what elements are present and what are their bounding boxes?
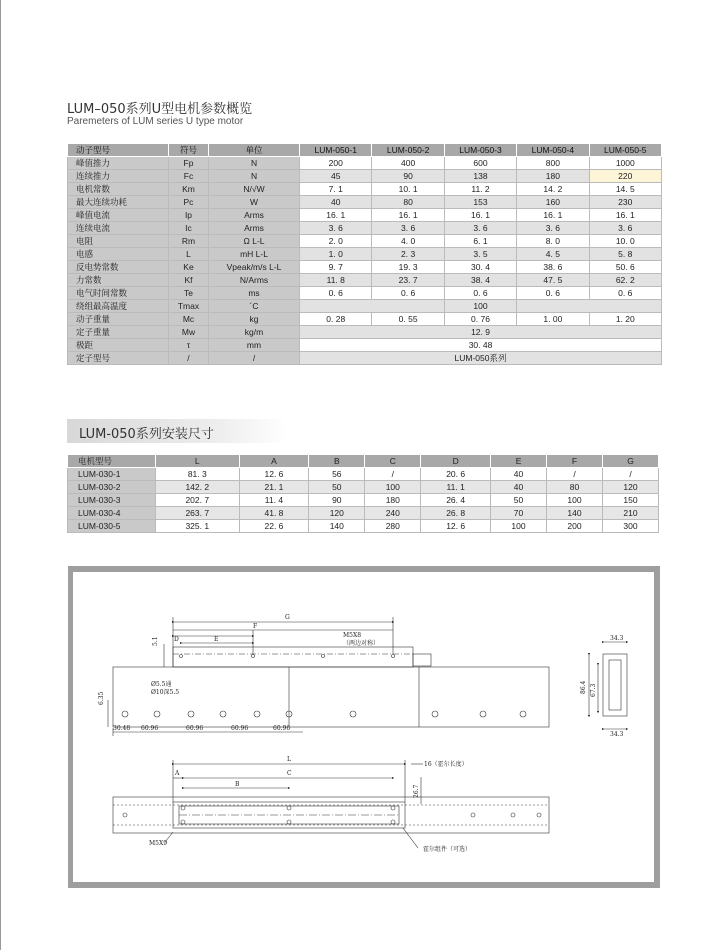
table-cell: C xyxy=(365,455,421,468)
table-cell: 16. 1 xyxy=(517,209,589,222)
table-cell: LUM-050-1 xyxy=(300,144,372,157)
table-cell: 电感 xyxy=(68,248,169,261)
table-cell: 120 xyxy=(603,481,659,494)
table-row xyxy=(68,352,662,365)
mover-outline-top xyxy=(173,647,413,667)
table-cell: Ic xyxy=(169,222,209,235)
table-cell: kg/m xyxy=(208,326,299,339)
table-cell: LUM-050-2 xyxy=(372,144,444,157)
table-cell: 41. 8 xyxy=(239,507,309,520)
table-cell: 14. 2 xyxy=(517,183,589,196)
table-cell: 280 xyxy=(365,520,421,533)
table-cell: Rm xyxy=(169,235,209,248)
table-cell: Ke xyxy=(169,261,209,274)
table-cell: 3. 6 xyxy=(517,222,589,235)
table-cell: 230 xyxy=(589,196,661,209)
table-row xyxy=(68,209,662,222)
table-row xyxy=(68,339,662,352)
table-cell: 140 xyxy=(309,520,365,533)
table-cell: 峰值推力 xyxy=(68,157,169,170)
table-cell: 62. 2 xyxy=(589,274,661,287)
top-view xyxy=(108,617,627,736)
table-cell: LUM-050-5 xyxy=(589,144,661,157)
table-cell: 5. 8 xyxy=(589,248,661,261)
table-cell: 动子重量 xyxy=(68,313,169,326)
table-cell: 50 xyxy=(309,481,365,494)
table-cell: Arms xyxy=(208,222,299,235)
table-cell: 142. 2 xyxy=(156,481,240,494)
label-m5x9: M5X9 xyxy=(149,840,168,847)
table-row xyxy=(68,261,662,274)
table-cell: mH L-L xyxy=(208,248,299,261)
table-cell: 0. 6 xyxy=(589,287,661,300)
table-cell: 峰值电流 xyxy=(68,209,169,222)
table-row xyxy=(68,494,659,507)
table-cell: B xyxy=(309,455,365,468)
table-cell: 电气时间常数 xyxy=(68,287,169,300)
table-cell: Km xyxy=(169,183,209,196)
label-dim-635: 6.35 xyxy=(98,691,105,705)
table-cell: 连续电流 xyxy=(68,222,169,235)
table-cell: F xyxy=(547,455,603,468)
table-row xyxy=(68,170,662,183)
table-cell: 140 xyxy=(547,507,603,520)
table-row xyxy=(68,157,662,170)
page-title: LUM–050系列U型电机参数概览 xyxy=(67,102,253,117)
table-cell: E xyxy=(491,455,547,468)
table-cell: 138 xyxy=(444,170,516,183)
table-cell: Pc xyxy=(169,196,209,209)
table-cell: Vpeak/m/s L-L xyxy=(208,261,299,274)
table-cell: 26. 8 xyxy=(421,507,491,520)
table-cell: 0. 28 xyxy=(300,313,372,326)
drawing-labels xyxy=(98,614,624,853)
table-cell-empty xyxy=(517,300,662,313)
cable-outlet xyxy=(413,654,431,666)
table-cell: 600 xyxy=(444,157,516,170)
table-row xyxy=(68,183,662,196)
table-cell: 11. 2 xyxy=(444,183,516,196)
label-a: A xyxy=(175,770,180,777)
table-cell: 4. 0 xyxy=(372,235,444,248)
table-cell: 0. 6 xyxy=(444,287,516,300)
table-cell: 45 xyxy=(300,170,372,183)
table-cell: 绕组最高温度 xyxy=(68,300,169,313)
table-cell: 40 xyxy=(300,196,372,209)
table-cell: 1. 20 xyxy=(589,313,661,326)
table-cell: 180 xyxy=(517,170,589,183)
table-cell: 12. 9 xyxy=(300,326,662,339)
table-cell: 0. 76 xyxy=(444,313,516,326)
label-c: C xyxy=(287,770,292,777)
label-dim-267: 26.7 xyxy=(413,784,420,798)
table-row xyxy=(68,507,659,520)
section-header-install-dimensions xyxy=(67,419,287,443)
table-cell: W xyxy=(208,196,299,209)
table-cell: N/√W xyxy=(208,183,299,196)
table-cell: 325. 1 xyxy=(156,520,240,533)
technical-drawing-frame xyxy=(68,566,660,888)
table-cell: 12. 6 xyxy=(239,468,309,481)
stator-outline-top xyxy=(113,667,549,727)
label-d: D xyxy=(174,636,179,643)
table-cell: 80 xyxy=(547,481,603,494)
label-dim-51: 5.1 xyxy=(152,636,159,646)
table-cell: 10. 0 xyxy=(589,235,661,248)
table-cell: 3. 6 xyxy=(300,222,372,235)
table-cell: 210 xyxy=(603,507,659,520)
table-cell: 200 xyxy=(547,520,603,533)
table-cell: Mc xyxy=(169,313,209,326)
table-cell: / xyxy=(169,352,209,365)
stator-outline-bottom xyxy=(113,797,549,833)
mover-hole xyxy=(180,655,183,658)
page-border-line xyxy=(0,0,1,950)
table-cell: 1. 0 xyxy=(300,248,372,261)
technical-drawing xyxy=(73,572,654,882)
table-header-row xyxy=(68,144,662,157)
table-cell: 11. 8 xyxy=(300,274,372,287)
table-cell: 23. 7 xyxy=(372,274,444,287)
table-cell: 16. 1 xyxy=(444,209,516,222)
table-cell: 3. 6 xyxy=(372,222,444,235)
table-cell: LUM-030-4 xyxy=(68,507,156,520)
table-cell: 9. 7 xyxy=(300,261,372,274)
label-hall-assembly: 霍尔组件（可选） xyxy=(423,846,472,853)
label-pitch-first: 30.48 xyxy=(113,725,131,732)
table-cell: 21. 1 xyxy=(239,481,309,494)
table-cell: 16. 1 xyxy=(372,209,444,222)
label-g: G xyxy=(285,614,290,621)
table-cell: τ xyxy=(169,339,209,352)
table-cell: 0. 6 xyxy=(300,287,372,300)
technical-drawing-area xyxy=(73,572,654,882)
table-cell: 40 xyxy=(491,468,547,481)
label-e: E xyxy=(214,636,219,643)
table-cell: 14. 5 xyxy=(589,183,661,196)
table-cell: Ω L-L xyxy=(208,235,299,248)
table-cell: 6. 1 xyxy=(444,235,516,248)
table-header-row xyxy=(68,455,659,468)
table-cell: N xyxy=(208,170,299,183)
table-cell: 70 xyxy=(491,507,547,520)
table-cell: 30. 4 xyxy=(444,261,516,274)
table-cell: 10. 1 xyxy=(372,183,444,196)
table-cell: 120 xyxy=(309,507,365,520)
table-cell: 20. 6 xyxy=(421,468,491,481)
table-cell: 16. 1 xyxy=(300,209,372,222)
table-cell: 150 xyxy=(603,494,659,507)
motor-parameter-table xyxy=(67,143,662,365)
table-cell: 180 xyxy=(365,494,421,507)
table-row xyxy=(68,326,662,339)
table-cell: 30. 48 xyxy=(300,339,662,352)
table-cell: 2. 0 xyxy=(300,235,372,248)
table-cell: 400 xyxy=(372,157,444,170)
table-cell: 800 xyxy=(517,157,589,170)
table-cell: 1000 xyxy=(589,157,661,170)
table-cell: 力常数 xyxy=(68,274,169,287)
table-cell: LUM-050-3 xyxy=(444,144,516,157)
table-cell: 200 xyxy=(300,157,372,170)
table-cell-empty xyxy=(300,300,445,313)
table-cell: 153 xyxy=(444,196,516,209)
table-cell: 定子重量 xyxy=(68,326,169,339)
table-cell: 11. 4 xyxy=(239,494,309,507)
label-hole-through: Ø5.5通 xyxy=(151,681,172,688)
table-row xyxy=(68,274,662,287)
table-cell: 2. 3 xyxy=(372,248,444,261)
table-row xyxy=(68,287,662,300)
table-cell: 单位 xyxy=(208,144,299,157)
table-cell: 极距 xyxy=(68,339,169,352)
table-cell: 电机型号 xyxy=(68,455,156,468)
table-cell: 1. 00 xyxy=(517,313,589,326)
label-hall-length: 16（霍尔长度） xyxy=(424,761,468,768)
table-cell: / xyxy=(208,352,299,365)
table-cell: N xyxy=(208,157,299,170)
table-cell: 4. 5 xyxy=(517,248,589,261)
table-row xyxy=(68,235,662,248)
table-cell: ´C xyxy=(208,300,299,313)
table-cell: 0. 55 xyxy=(372,313,444,326)
table-cell: / xyxy=(547,468,603,481)
label-m5x8-note: （两边对称） xyxy=(343,640,380,647)
table-cell: 0. 6 xyxy=(372,287,444,300)
label-dim-343-top: 34.3 xyxy=(610,635,624,642)
table-cell: 300 xyxy=(603,520,659,533)
table-cell: N/Arms xyxy=(208,274,299,287)
mover-hole xyxy=(392,655,395,658)
side-view-slot xyxy=(609,660,621,710)
table-cell: 电机常数 xyxy=(68,183,169,196)
table-cell: 80 xyxy=(372,196,444,209)
table-cell: 22. 6 xyxy=(239,520,309,533)
table-cell: D xyxy=(421,455,491,468)
table-cell: 11. 1 xyxy=(421,481,491,494)
table-cell: 160 xyxy=(517,196,589,209)
table-cell: 100 xyxy=(547,494,603,507)
table-cell: 12. 6 xyxy=(421,520,491,533)
table-cell: 81. 3 xyxy=(156,468,240,481)
table-cell: A xyxy=(239,455,309,468)
table-cell: 220 xyxy=(589,170,661,183)
table-cell: mm xyxy=(208,339,299,352)
table-cell: 100 xyxy=(491,520,547,533)
leader-hall xyxy=(403,828,418,848)
table-cell: 90 xyxy=(372,170,444,183)
table-cell: L xyxy=(156,455,240,468)
table-cell: 动子型号 xyxy=(68,144,169,157)
table-cell: Ip xyxy=(169,209,209,222)
table-cell: ms xyxy=(208,287,299,300)
table-cell: 202. 7 xyxy=(156,494,240,507)
table-cell: 3. 6 xyxy=(589,222,661,235)
table-cell: 38. 4 xyxy=(444,274,516,287)
table-cell: 反电势常数 xyxy=(68,261,169,274)
table-row xyxy=(68,468,659,481)
table-cell: 50 xyxy=(491,494,547,507)
table-row xyxy=(68,196,662,209)
table-cell: 符号 xyxy=(169,144,209,157)
table-cell: 240 xyxy=(365,507,421,520)
table-row xyxy=(68,313,662,326)
install-dimension-table xyxy=(67,454,659,533)
label-pitch: 60.96 xyxy=(141,725,159,732)
table-cell: 8. 0 xyxy=(517,235,589,248)
table-cell: 3. 5 xyxy=(444,248,516,261)
table-cell: Te xyxy=(169,287,209,300)
label-pitch: 60.96 xyxy=(273,725,291,732)
table-cell: kg xyxy=(208,313,299,326)
table-cell: LUM-050-4 xyxy=(517,144,589,157)
label-pitch: 60.96 xyxy=(186,725,204,732)
label-dim-864: 86.4 xyxy=(580,680,587,694)
table-cell: G xyxy=(603,455,659,468)
table-row xyxy=(68,520,659,533)
table-cell: Mw xyxy=(169,326,209,339)
table-cell: 40 xyxy=(491,481,547,494)
table-cell: 26. 4 xyxy=(421,494,491,507)
table-cell: 0. 6 xyxy=(517,287,589,300)
table-cell: 90 xyxy=(309,494,365,507)
label-m5x8: M5X8 xyxy=(343,632,362,639)
table-cell: 最大连续功耗 xyxy=(68,196,169,209)
label-dim-343-bottom: 34.3 xyxy=(610,731,624,738)
table-row xyxy=(68,222,662,235)
page-subtitle: Paremeters of LUM series U type motor xyxy=(67,116,244,127)
table-cell: / xyxy=(365,468,421,481)
mover-hole xyxy=(252,655,255,658)
table-cell: Kf xyxy=(169,274,209,287)
table-cell: 100 xyxy=(365,481,421,494)
table-cell: 100 xyxy=(444,300,516,313)
side-view-outline xyxy=(603,654,627,716)
table-cell: LUM-030-1 xyxy=(68,468,156,481)
section-title: LUM-050系列安装尺寸 xyxy=(79,427,214,442)
table-cell: L xyxy=(169,248,209,261)
label-pitch: 60.96 xyxy=(231,725,249,732)
table-cell: 19. 3 xyxy=(372,261,444,274)
table-cell: 263. 7 xyxy=(156,507,240,520)
table-row xyxy=(68,481,659,494)
table-cell: 56 xyxy=(309,468,365,481)
table-row xyxy=(68,300,662,313)
label-dim-673: 67.3 xyxy=(590,683,597,697)
label-b: B xyxy=(235,781,240,788)
table-row xyxy=(68,248,662,261)
table-cell: Arms xyxy=(208,209,299,222)
table-cell: 47. 5 xyxy=(517,274,589,287)
table-cell: Fp xyxy=(169,157,209,170)
table-cell: LUM-030-3 xyxy=(68,494,156,507)
table-cell: 50. 6 xyxy=(589,261,661,274)
table-cell: / xyxy=(603,468,659,481)
table-cell: 3. 6 xyxy=(444,222,516,235)
label-l: L xyxy=(287,756,291,763)
mover-hole xyxy=(322,655,325,658)
table-cell: 7. 1 xyxy=(300,183,372,196)
table-cell: 定子型号 xyxy=(68,352,169,365)
table-cell: 连续推力 xyxy=(68,170,169,183)
label-f: F xyxy=(253,623,258,630)
label-hole-counterbore: Ø10深5.5 xyxy=(151,689,180,696)
stator-hole-row xyxy=(122,711,526,717)
table-cell: 16. 1 xyxy=(589,209,661,222)
table-cell: 38. 6 xyxy=(517,261,589,274)
table-cell: LUM-030-2 xyxy=(68,481,156,494)
table-cell: Tmax xyxy=(169,300,209,313)
table-cell: LUM-050系列 xyxy=(300,352,662,365)
table-cell: LUM-030-5 xyxy=(68,520,156,533)
table-cell: 电阻 xyxy=(68,235,169,248)
table-cell: Fc xyxy=(169,170,209,183)
